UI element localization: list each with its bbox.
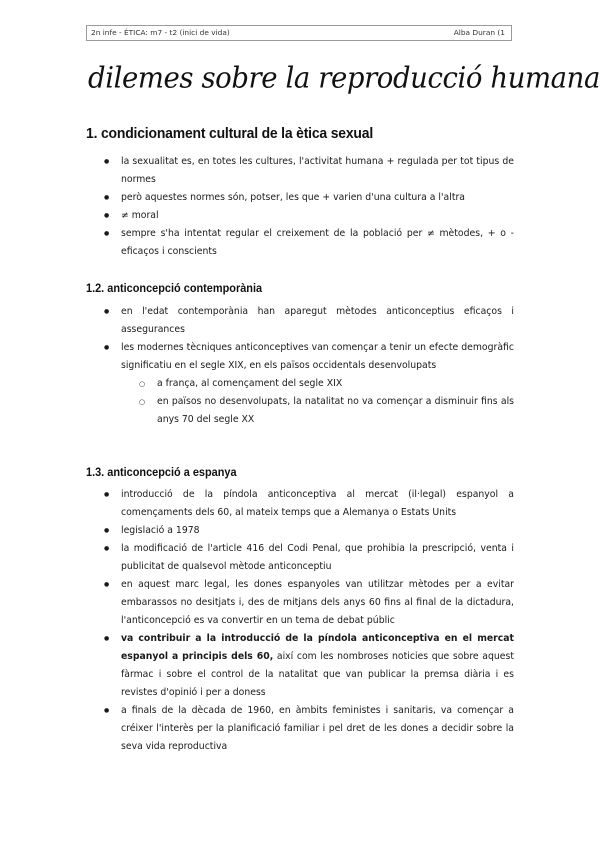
section3-list <box>121 486 514 756</box>
list-item: ● la modificació de l'article 416 del Codi Penal, que prohibia la prescripció, venta i publicitat de qualsevol mètode anticonceptiu <box>121 540 514 576</box>
section1-heading: 1. condicionament cultural de la ètica sexual <box>86 125 374 142</box>
header-author-label: Alba Duran (1 <box>453 28 505 37</box>
list-item: ● però aquestes normes són, potser, les que + varien d'una cultura a l'altra <box>121 189 514 207</box>
list-item: ● introducció de la píndola anticonceptiva al mercat (il·legal) espanyol a començaments dels 60, al mateix temps que a Alemanya o Estats Units <box>121 486 514 522</box>
sub-list-item: ○ en països no desenvolupats, la natalitat no va començar a disminuir fins als anys 70 del segle XX <box>121 393 514 429</box>
list-item: ● a finals de la dècada de 1960, en àmbits feministes i sanitaris, va començar a créixer l'interès per la planificació familiar i pel dret de les dones a decidir sobre la seva vida reproductiva <box>121 702 514 756</box>
emphasis-continuation: així com les nombroses noticies que sobre aquest fàrmac i sobre el control de la natalitat que van publicar la premsa diària i es revistes d'opinió i per a doness <box>121 651 514 698</box>
sub-list-item: ○ a frança, al començament del segle XIX <box>121 375 514 393</box>
list-item: ● legislació a 1978 <box>121 522 514 540</box>
list-item: ● en l'edat contemporània han aparegut mètodes anticonceptius eficaços i assegurances <box>121 303 514 339</box>
list-item: ● ≠ moral <box>121 207 514 225</box>
page-header <box>86 25 512 41</box>
page-title: dilemes sobre la reproducció humana <box>88 61 600 95</box>
section1-list <box>121 153 514 261</box>
header-course-label: 2n infe - ÈTICA: m7 - t2 (inici de vida) <box>91 28 230 37</box>
list-item-emphasis <box>121 630 514 702</box>
list-item: ● la sexualitat es, en totes les cultures, l'activitat humana + regulada per tot tipus de normes <box>121 153 514 189</box>
emphasis-text: va contribuir a la introducció de la píndola anticonceptiva en el mercat espanyol a principis dels 60, <box>121 633 514 662</box>
list-item: ● sempre s'ha intentat regular el creixement de la població per ≠ mètodes, + o - eficaços i conscients <box>121 225 514 261</box>
section3-heading: 1.3. anticoncepció a espanya <box>86 467 237 479</box>
list-item: ● les modernes tècniques anticonceptives van començar a tenir un efecte demogràfic significatiu en el segle XIX, en els països occidentals desenvolupats <box>121 339 514 375</box>
section2-heading: 1.2. anticoncepció contemporània <box>86 283 263 295</box>
list-item: ● en aquest marc legal, les dones espanyoles van utilitzar mètodes per a evitar embarassos no desitjats i, des de mitjans dels anys 60 fins al final de la dictadura, l'anticoncepció es va convertir en un tema de debat públic <box>121 576 514 630</box>
section2-list <box>121 303 514 429</box>
